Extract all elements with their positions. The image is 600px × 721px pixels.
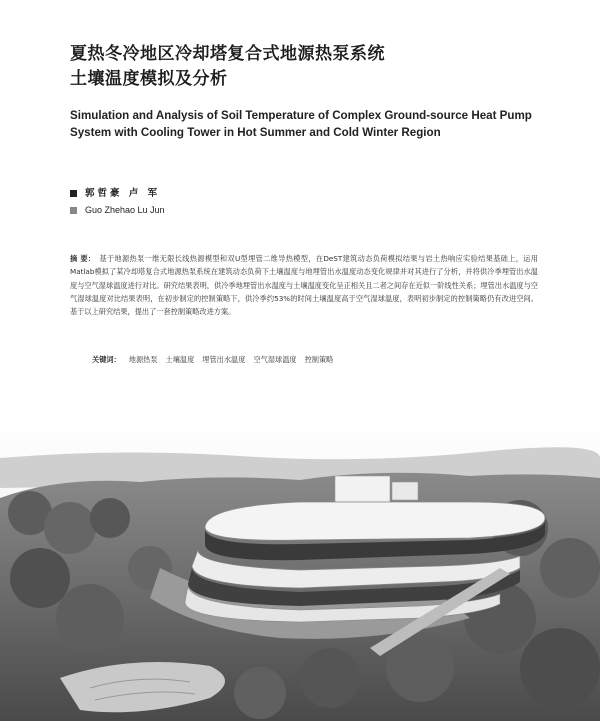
chinese-title	[70, 42, 550, 92]
keyword-item: 土壤温度	[165, 355, 195, 364]
abstract-label: 摘 要：	[70, 254, 96, 263]
keywords-label: 关键词：	[92, 355, 121, 364]
english-title-line-2: System with Cooling Tower in Hot Summer and Cold Winter Region	[70, 125, 441, 139]
keyword-item: 地源热泵	[128, 355, 158, 364]
english-title-line-1: Simulation and Analysis of Soil Temperature of Complex Ground-source Heat Pump	[70, 109, 532, 122]
chinese-title-line-2: 土壤温度模拟及分析	[70, 69, 228, 89]
authors-en-row	[70, 202, 165, 219]
keyword-item: 埋管出水温度	[202, 355, 246, 364]
authors-block	[70, 185, 165, 219]
english-title	[70, 108, 570, 141]
abstract	[70, 252, 538, 318]
square-bullet-icon	[70, 207, 77, 214]
abstract-text: 基于地源热泵一维无限长线热源模型和双U型埋管二维导热模型，在DeST建筑动态负荷模拟结果与岩土热响应实验结果基础上，运用Matlab模拟了某冷却塔复合式地源热泵系统在建筑动态负荷下土壤温度与地埋管出水温度动态变化规律并对其进行了分析，并将供冷季埋管出水温度与空气湿球温度进行对比。研究结果表明，供冷季地埋管出水温度与土壤温度变化呈正相关且二者之间存在近似一阶线性关系；埋管出水温度与空气湿球温度对比结果表明，在初步制定的控制策略下，供冷季约53%的时间土壤温度高于空气湿球温度，表明初步制定的控制策略仍有改进空间。基于以上研究结果，提出了一套控制策略改进方案。	[70, 254, 538, 317]
authors-cn: 郭哲豪 卢 军	[85, 188, 161, 199]
keyword-item: 控制策略	[304, 355, 334, 364]
chinese-title-line-1: 夏热冬冷地区冷却塔复合式地源热泵系统	[70, 44, 385, 64]
aerial-building-photo	[0, 418, 600, 721]
authors-en: Guo Zhehao Lu Jun	[85, 205, 165, 215]
keyword-item: 空气湿球温度	[253, 355, 297, 364]
authors-cn-row	[70, 185, 165, 202]
square-bullet-icon	[70, 190, 77, 197]
keywords	[92, 354, 552, 366]
